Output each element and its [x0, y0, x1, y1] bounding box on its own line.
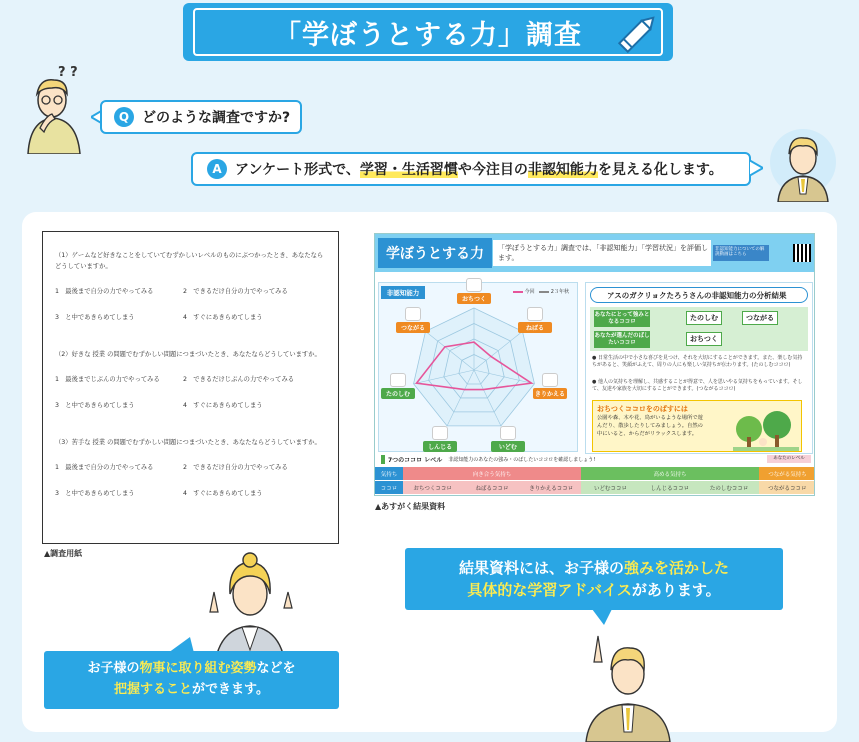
- forest-illustration: [733, 411, 799, 451]
- radar-axis-label: きりかえる: [533, 388, 567, 399]
- group-face: 向き合う気持ち: [403, 467, 581, 480]
- survey-caption: ▲調査用紙: [44, 549, 83, 558]
- level-item: おちつくココロ: [403, 481, 462, 494]
- radar-axis-label: たのしむ: [381, 388, 415, 399]
- video-link[interactable]: 非認知能力についての解説動画はこちら: [713, 245, 769, 261]
- answer-part-2: や今注目の: [457, 162, 528, 178]
- radar-label: 非認知能力: [381, 286, 425, 299]
- answer-bubble: [191, 152, 751, 186]
- q-badge: Q: [114, 107, 134, 127]
- title-banner: [183, 3, 673, 61]
- right-callout: [405, 548, 783, 610]
- callout-text: ができます。: [192, 682, 269, 697]
- callout-text: などを: [256, 661, 296, 676]
- callout-text: お子様の: [87, 661, 140, 676]
- row-head-feeling: 気持ち: [375, 467, 403, 480]
- callout-text: 強みを活かした: [624, 559, 730, 577]
- survey-option[interactable]: 4 すぐにあきらめてしまう: [183, 314, 263, 321]
- level-item: いどむココロ: [581, 481, 640, 494]
- survey-option[interactable]: 1 最後まで自分の力でやってみる: [55, 464, 154, 471]
- analysis-heading: アスのガクリョクたろうさんの非認知能力の分析結果: [590, 287, 808, 303]
- left-callout-line1: [44, 658, 339, 679]
- group-raise: 高める気持ち: [581, 467, 759, 480]
- answer-part-0: アンケート形式で、: [235, 162, 360, 178]
- callout-text: 把握すること: [114, 682, 193, 697]
- callout-text: があります。: [631, 581, 721, 599]
- kokoro-icon: [390, 373, 406, 387]
- kokoro-icon: [405, 307, 421, 321]
- survey-options-row: [55, 286, 326, 295]
- grow-chip: おちつく: [686, 332, 722, 346]
- callout-text: 物事に取り組む姿勢: [139, 661, 257, 676]
- radar-tag: [491, 426, 525, 452]
- kokoro-icon: [500, 426, 516, 440]
- thinking-man-illustration: [22, 62, 84, 154]
- tip-heading: おちつくココロをのばすには: [597, 405, 688, 413]
- strength-chip-1: たのしむ: [686, 311, 722, 325]
- title-frame: [193, 8, 663, 56]
- level-item-row: [375, 481, 815, 494]
- survey-option[interactable]: 3 と中であきらめてしまう: [55, 490, 135, 497]
- kokoro-icon: [542, 373, 558, 387]
- analysis-bullet-1: ● 日常生活の中で小さな喜びを見つけ、それを大切にすることができます。また、楽しむ気持ちがあると、笑顔がふえて、周りの人にも楽しい気持ちが伝わります。(たのしむココロ): [592, 355, 803, 368]
- survey-option[interactable]: 2 できるだけじぶんの力でやってみる: [183, 376, 295, 383]
- left-callout: [44, 651, 339, 709]
- left-callout-line2: [44, 679, 339, 700]
- radar-axis-label: つながる: [396, 322, 430, 333]
- callout-text: 具体的な学習アドバイス: [467, 581, 632, 599]
- kokoro-icon: [466, 278, 482, 292]
- legend-now: 今回: [524, 289, 535, 295]
- answer-part-1: 学習・生活習慣: [359, 162, 458, 178]
- survey-option[interactable]: 2 できるだけ自分の力でやってみる: [183, 464, 288, 471]
- level-item: たのしむココロ: [699, 481, 758, 494]
- survey-options-row: [55, 374, 326, 383]
- kokoro-icon: [527, 307, 543, 321]
- pointing-man-illustration: [572, 622, 682, 742]
- survey-option[interactable]: 2 できるだけ自分の力でやってみる: [183, 288, 288, 295]
- qr-code-icon: [793, 244, 811, 262]
- answer-part-3: 非認知能力: [527, 162, 598, 178]
- strength-chip-2: つながる: [742, 311, 778, 325]
- level-subtitle: 非認知能力のあなたの強み・のばしたいココロを確認しましょう!: [448, 456, 596, 463]
- level-marker: [381, 455, 385, 464]
- result-caption: ▲あすがく結果資料: [375, 502, 446, 511]
- answer-text: [235, 159, 723, 179]
- radar-tag: [423, 426, 457, 452]
- callout-text: 結果資料には、お子様の: [458, 559, 624, 577]
- level-legend: あなたのレベル: [767, 455, 811, 463]
- result-sheet: [374, 233, 815, 496]
- grow-label: あなたが選んだのばしたいココロ: [594, 333, 650, 346]
- level-item: きりかえるココロ: [522, 481, 581, 494]
- legend-prev: 2３年秋: [550, 289, 569, 295]
- question-bubble: [100, 100, 302, 134]
- survey-option[interactable]: 1 最後まで自分の力でやってみる: [55, 288, 154, 295]
- a-bubble-tail: [749, 160, 763, 176]
- survey-option[interactable]: 4 すぐにあきらめてしまう: [183, 490, 263, 497]
- level-item: ねばるココロ: [462, 481, 521, 494]
- analysis-bullet-2: ● 他人の気持ちを理解し、共感することが得意で、人を思いやる気持ちをもっています。そして、友達や家族を大切にすることができます。(つながるココロ): [592, 379, 803, 392]
- right-callout-line2: [405, 579, 783, 601]
- strength-box: [590, 307, 808, 351]
- businessman-illustration: [770, 122, 836, 202]
- pencil-icon: [612, 10, 662, 58]
- survey-option[interactable]: 1 最後までじぶんの力でやってみる: [55, 376, 160, 383]
- radar-tag: [381, 373, 415, 399]
- survey-option[interactable]: 3 と中であきらめてしまう: [55, 314, 135, 321]
- survey-options-row: [55, 400, 326, 409]
- question-text: どのような調査ですか?: [142, 110, 291, 126]
- survey-option[interactable]: 3 と中であきらめてしまう: [55, 402, 135, 409]
- radar-tag: [396, 307, 430, 333]
- survey-question-1: （1）ゲームなど好きなことをしていてむずかしいレベルのものにぶつかったとき、あなたならどうしていますか。: [55, 252, 324, 270]
- radar-tag: [457, 278, 491, 304]
- survey-options-row: [55, 312, 326, 321]
- analysis-panel: [585, 282, 813, 454]
- level-title: 7つのココロ レベル: [388, 456, 443, 464]
- radar-axis-label: おちつく: [457, 293, 491, 304]
- radar-tag: [533, 373, 567, 399]
- question-marks-icon: ? ?: [58, 65, 78, 80]
- row-head-kokoro: ココロ: [375, 481, 403, 494]
- group-connect: つながる気持ち: [759, 467, 815, 480]
- a-badge: A: [207, 159, 227, 179]
- answer-part-4: を見える化します。: [597, 162, 723, 178]
- page-title: 「学ぼうとする力」調査: [274, 19, 582, 51]
- level-group-row: [375, 467, 815, 480]
- radar-axis-label: ねばる: [518, 322, 552, 333]
- radar-axis-label: いどむ: [491, 441, 525, 452]
- tip-text: 公園や森、木や花、鳥がいるような場所で遊んだり、散歩したりしてみましょう。自然の中にいると、からだがリラックスします。: [597, 415, 703, 437]
- level-item: つながるココロ: [759, 481, 815, 494]
- tip-box: [592, 400, 802, 452]
- survey-sheet: [42, 231, 339, 544]
- radar-axis-label: しんじる: [423, 441, 457, 452]
- right-callout-line1: [405, 557, 783, 579]
- result-description: 「学ぼうとする力」調査では、「非認知能力」「学習状況」を評価します。: [493, 240, 711, 266]
- survey-question-3: （3）苦手な 授業 の問題でむずかしい問題につまづいたとき、あなたならどうしていますか。: [55, 439, 321, 446]
- level-title-bar: [375, 453, 815, 465]
- kokoro-icon: [432, 426, 448, 440]
- strength-label: あなたにとって強みとなるココロ: [594, 312, 650, 325]
- survey-option[interactable]: 4 すぐにあきらめてしまう: [183, 402, 263, 409]
- survey-options-row: [55, 488, 326, 497]
- result-title: 学ぼうとする力: [378, 238, 492, 268]
- level-item: しんじるココロ: [640, 481, 699, 494]
- survey-question-2: （2）好きな 授業 の問題でむずかしい問題につまづいたとき、あなたならどうしていますか。: [55, 351, 321, 358]
- survey-options-row: [55, 462, 326, 471]
- radar-tag: [518, 307, 552, 333]
